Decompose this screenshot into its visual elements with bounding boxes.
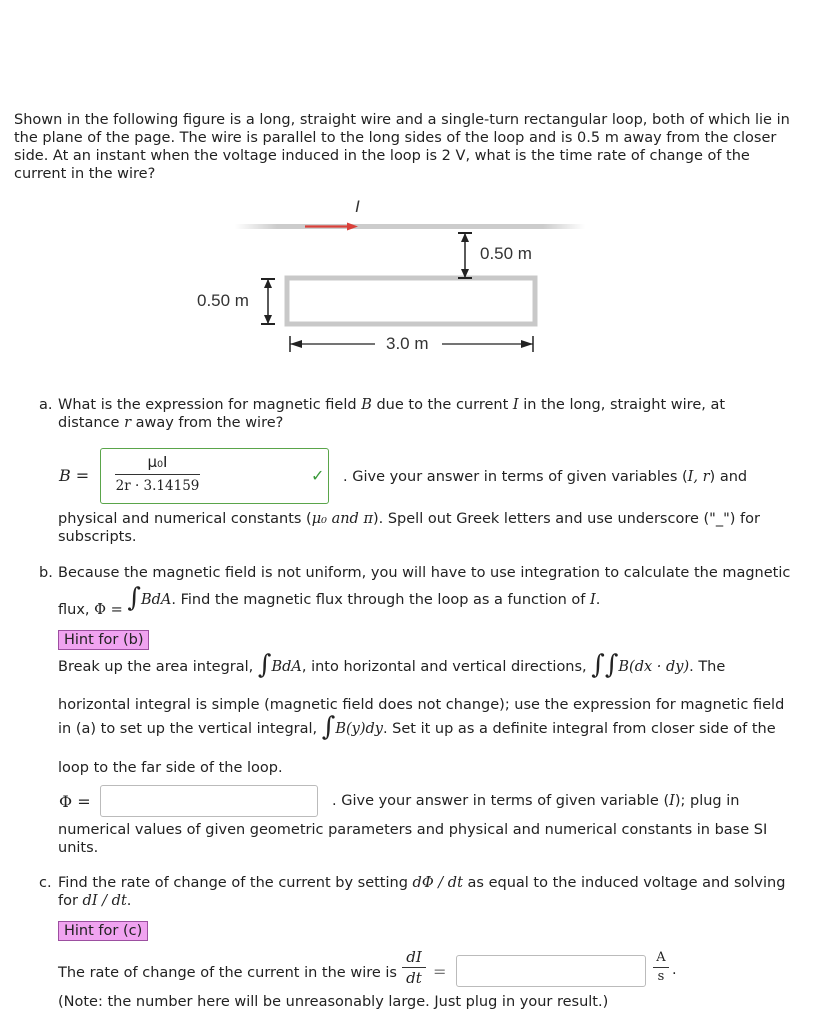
part-c-marker: c.	[39, 875, 52, 891]
hint-b-button[interactable]: Hint for (b)	[58, 630, 149, 650]
part-b-question-line2: flux, Φ = ∫BdA. Find the magnetic flux through the loop as a function of I.	[58, 583, 601, 618]
part-b-question-line1: Because the magnetic field is not uniform, you will have to use integration to calculate the magnetic	[58, 565, 791, 581]
part-b-instructions-cont: numerical values of given geometric parameters and physical and numerical constants in base SI units.	[58, 822, 768, 856]
double-integral-sign: ∫∫	[591, 650, 619, 680]
distance-label: 0.50 m	[480, 244, 532, 263]
straight-wire	[235, 224, 585, 229]
problem-line: current in the wire?	[14, 166, 156, 182]
unit-period: .	[672, 962, 677, 978]
part-c-question: Find the rate of change of the current by setting dΦ / dt as equal to the induced voltage and solving for dI / dt.	[58, 875, 786, 909]
part-a-lhs: B =	[59, 466, 90, 485]
part-a-marker: a.	[39, 397, 53, 413]
problem-statement	[14, 111, 804, 183]
hint-b-line2: horizontal integral is simple (magnetic field does not change); use the expression for magnetic field	[58, 697, 785, 713]
problem-line: side. At an instant when the voltage induced in the loop is 2 V, what is the time rate of change of the	[14, 148, 750, 164]
fraction-bar	[115, 474, 200, 475]
flux-input[interactable]	[100, 785, 318, 817]
part-b-lhs: Φ =	[59, 792, 91, 811]
part-a-question: What is the expression for magnetic field B due to the current I in the long, straight wire, at distance r away from the wire?	[58, 397, 726, 431]
part-a-instructions-cont: physical and numerical constants (μ₀ and π). Spell out Greek letters and use underscore ("_") for subscripts.	[58, 511, 760, 545]
unit-fraction: A s	[653, 950, 669, 985]
integral-sign: ∫	[321, 712, 336, 742]
note-text: (Note: the number here will be unreasonably large. Just plug in your result.)	[58, 994, 609, 1010]
current-arrowhead	[347, 223, 358, 231]
hint-b-line3: in (a) to set up the vertical integral, ∫B(y)dy. Set it up as a definite integral from closer side of the	[58, 712, 776, 742]
current-rate-input[interactable]	[456, 955, 646, 987]
problem-line: the plane of the page. The wire is parallel to the long sides of the loop and is 0.5 m away from the closer	[14, 130, 777, 146]
width-label: 0.50 m	[197, 291, 249, 310]
part-b-instructions: . Give your answer in terms of given variable (I); plug in	[332, 793, 740, 809]
length-label: 3.0 m	[386, 334, 429, 353]
current-label: I	[355, 197, 360, 216]
hint-b-line1: Break up the area integral, ∫BdA, into horizontal and vertical directions, ∫∫B(dx · dy). The	[58, 650, 726, 680]
integral-sign: ∫	[257, 650, 272, 680]
correct-check-icon: ✓	[311, 466, 325, 485]
rate-equals: =	[433, 962, 447, 981]
part-a-instructions: . Give your answer in terms of given variables (I, r) and	[343, 469, 748, 485]
answer-denominator: 2r · 3.14159	[115, 478, 200, 494]
rate-text: The rate of change of the current in the wire is	[58, 965, 397, 981]
hint-c-button[interactable]: Hint for (c)	[58, 921, 148, 941]
hint-b-line4: loop to the far side of the loop.	[58, 760, 283, 776]
wire-loop-figure	[190, 192, 590, 362]
rectangular-loop	[287, 278, 535, 324]
rate-fraction: dI dt	[402, 948, 426, 987]
field-expression-input[interactable]	[100, 448, 329, 504]
part-b-marker: b.	[39, 565, 53, 581]
answer-numerator: μ₀I	[147, 453, 168, 471]
problem-line: Shown in the following figure is a long, straight wire and a single-turn rectangular loop, both of which lie in	[14, 112, 790, 128]
integral-sign: ∫	[127, 583, 141, 613]
